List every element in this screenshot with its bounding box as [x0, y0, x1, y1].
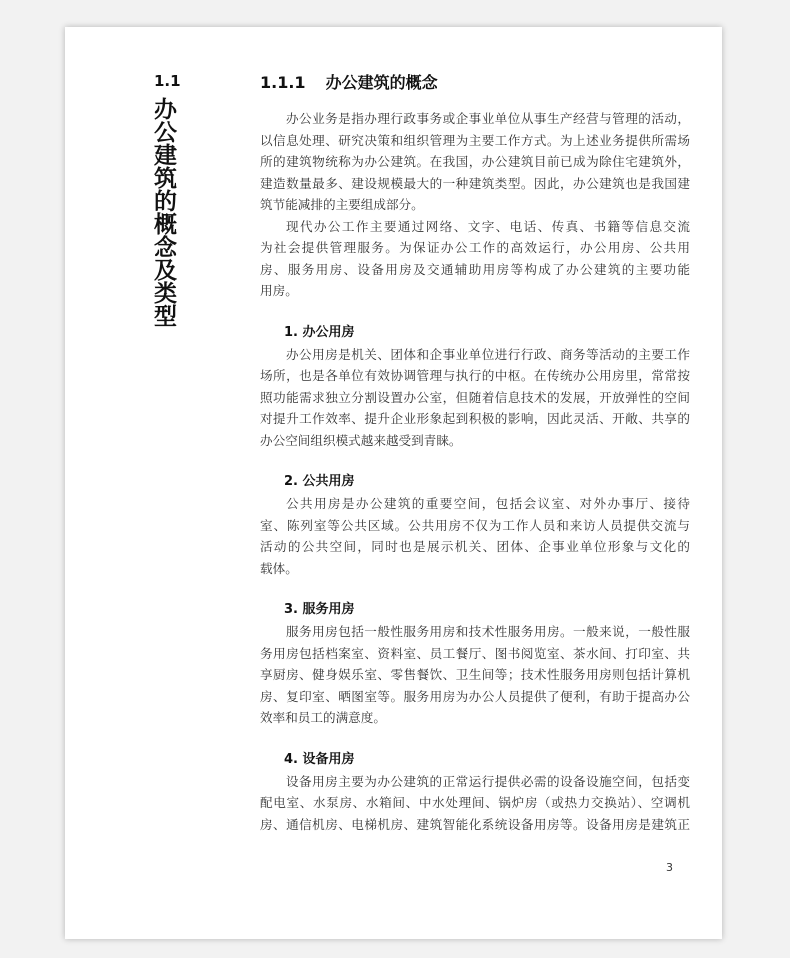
- paragraph: [260, 344, 690, 452]
- section-number: 1.1.1: [260, 73, 306, 92]
- text-line: 为社会提供管理服务。为保证办公工作的高效运行，办公用房、公共用: [260, 240, 690, 255]
- chapter-number: 1.1: [154, 72, 181, 90]
- text-line: 办公空间组织模式越来越受到青睐。: [260, 432, 462, 448]
- text-line: 办公业务是指办理行政事务或企事业单位从事生产经营与管理的活动，: [286, 111, 690, 126]
- subsection-heading: 3. 服务用房: [284, 602, 355, 617]
- chapter-title: 办公建筑的概念及类型: [150, 97, 176, 327]
- paragraph: [260, 621, 690, 729]
- paragraph: [260, 108, 690, 216]
- text-line: 公共用房是办公建筑的重要空间，包括会议室、对外办事厅、接待: [286, 496, 690, 511]
- section-heading: [260, 70, 690, 96]
- subsection-heading: 4. 设备用房: [284, 751, 355, 767]
- text-line: 照功能需求独立分割设置办公室，但随着信息技术的发展，开放弹性的空间: [260, 389, 690, 405]
- text-line: 房、服务用房、设备用房及交通辅助用房等构成了办公建筑的主要功能: [260, 261, 690, 277]
- text-line: 所的建筑物统称为办公建筑。在我国，办公建筑目前已成为除住宅建筑外，: [260, 154, 690, 169]
- page-content: [260, 70, 690, 835]
- text-line: 对提升工作效率、提升企业形象起到积极的影响，因此灵活、开敞、共享的: [260, 411, 690, 426]
- text-line: 设备用房主要为办公建筑的正常运行提供必需的设备设施空间，包括变: [286, 773, 690, 789]
- page-number: 3: [666, 861, 673, 874]
- text-line: 房、复印室、晒图室等。服务用房为办公人员提供了便利，有助于提高办公: [260, 688, 690, 704]
- intro-paragraphs: [260, 108, 690, 302]
- text-line: 办公用房是机关、团体和企事业单位进行行政、商务等活动的主要工作: [286, 346, 690, 362]
- text-line: 建造数量最多、建设规模最大的一种建筑类型。因此，办公建筑也是我国建: [260, 175, 690, 191]
- section-title: 办公建筑的概念: [325, 73, 438, 92]
- text-line: 现代办公工作主要通过网络、文字、电话、传真、书籍等信息交流: [286, 218, 690, 234]
- paragraph: [260, 216, 690, 302]
- text-line: 以信息处理、研究决策和组织管理为主要工作方式。为上述业务提供所需场: [260, 132, 690, 148]
- subsection-heading: 1. 办公用房: [284, 324, 355, 340]
- subsections: [260, 322, 690, 836]
- subsection-heading: 2. 公共用房: [284, 474, 355, 489]
- text-line: 务用房包括档案室、资料室、员工餐厅、图书阅览室、茶水间、打印室、共: [260, 645, 690, 661]
- text-line: 配电室、水泵房、水箱间、中水处理间、锅炉房（或热力交换站）、空调机: [260, 795, 690, 810]
- text-line: 室、陈列室等公共区域。公共用房不仅为工作人员和来访人员提供交流与: [260, 517, 690, 533]
- text-line: 场所，也是各单位有效协调管理与执行的中枢。在传统办公用房里，常常按: [260, 368, 690, 383]
- text-line: 服务用房包括一般性服务用房和技术性服务用房。一般来说，一般性服: [286, 624, 690, 639]
- text-line: 房、通信机房、电梯机房、建筑智能化系统设备用房等。设备用房是建筑正: [260, 816, 690, 832]
- text-line: 用房。: [260, 283, 298, 298]
- paragraph: [260, 493, 690, 579]
- text-line: 筑节能减排的主要组成部分。: [260, 197, 424, 212]
- text-line: 载体。: [260, 560, 298, 576]
- text-line: 效率和员工的满意度。: [260, 710, 386, 725]
- text-line: 活动的公共空间，同时也是展示机关、团体、企事业单位形象与文化的: [260, 539, 690, 554]
- paragraph: [260, 771, 690, 836]
- text-line: 享厨房、健身娱乐室、零售餐饮、卫生间等；技术性服务用房则包括计算机: [260, 667, 690, 682]
